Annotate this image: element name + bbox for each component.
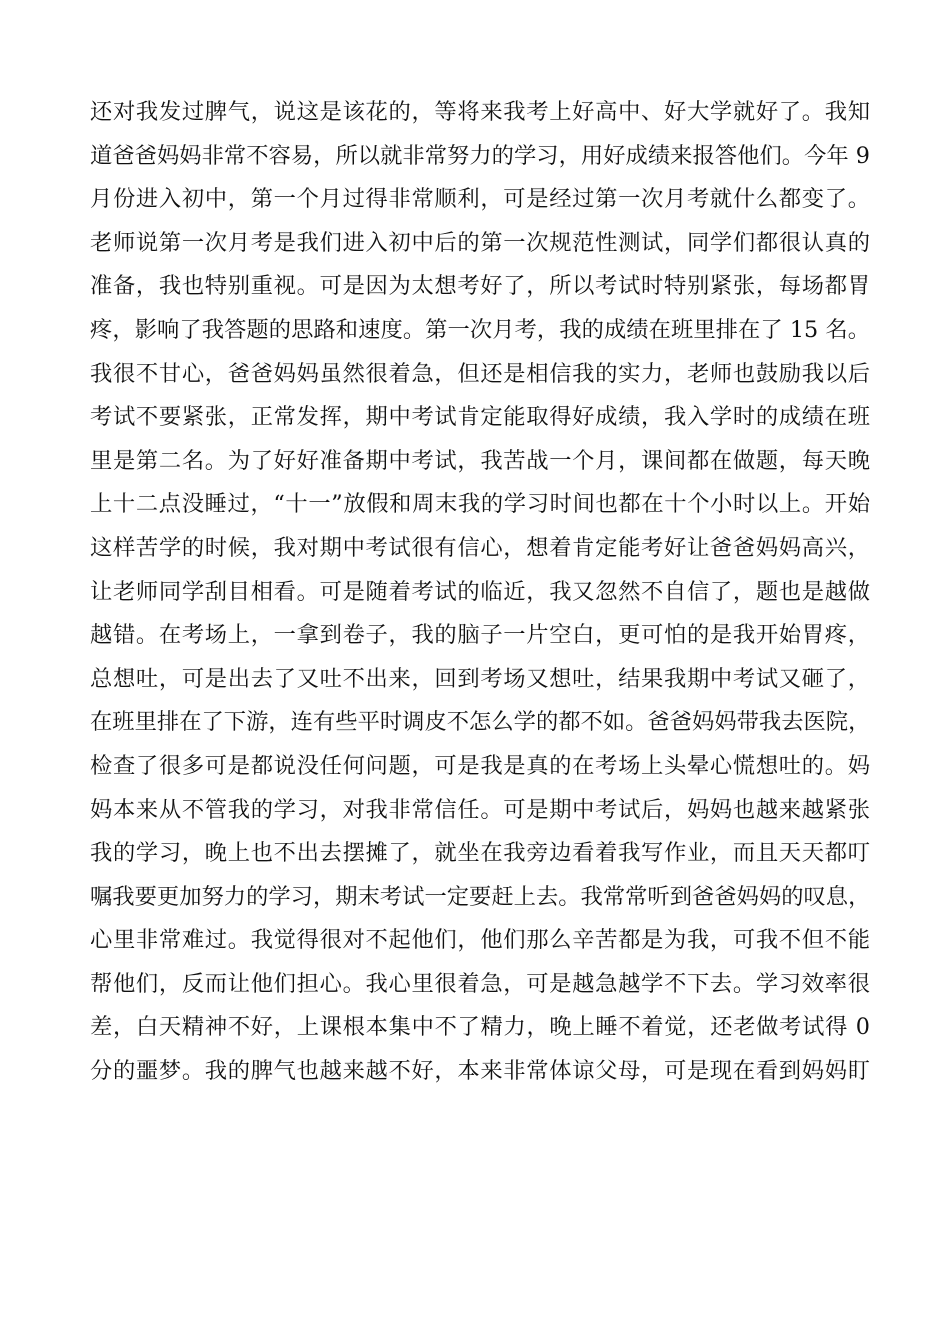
text-line: 检查了很多可是都说没任何问题，可是我是真的在考场上头晕心慌想吐的。妈	[90, 752, 870, 779]
text-line: 心里非常难过。我觉得很对不起他们，他们那么辛苦都是为我，可我不但不能	[90, 927, 870, 954]
text-line: 老师说第一次月考是我们进入初中后的第一次规范性测试，同学们都很认真的	[90, 229, 870, 256]
text-line: 准备，我也特别重视。可是因为太想考好了，所以考试时特别紧张，每场都胃	[90, 273, 870, 300]
text-line: 这样苦学的时候，我对期中考试很有信心，想着肯定能考好让爸爸妈妈高兴，	[90, 534, 870, 561]
text-line: 考试不要紧张，正常发挥，期中考试肯定能取得好成绩，我入学时的成绩在班	[90, 404, 870, 431]
text-line: 嘱我要更加努力的学习，期末考试一定要赶上去。我常常听到爸爸妈妈的叹息，	[90, 883, 871, 910]
body-text	[90, 91, 870, 1094]
text-line: 道爸爸妈妈非常不容易，所以就非常努力的学习，用好成绩来报答他们。今年 9	[90, 142, 870, 169]
text-line: 还对我发过脾气，说这是该花的，等将来我考上好高中、好大学就好了。我知	[90, 99, 870, 125]
text-line: 我的学习，晚上也不出去摆摊了，就坐在我旁边看着我写作业，而且天天都叮	[90, 840, 870, 867]
text-line: 分的噩梦。我的脾气也越来越不好，本来非常体谅父母，可是现在看到妈妈盯	[90, 1058, 870, 1085]
text-line: 让老师同学刮目相看。可是随着考试的临近，我又忽然不自信了，题也是越做	[90, 578, 870, 605]
text-line: 总想吐，可是出去了又吐不出来，回到考场又想吐，结果我期中考试又砸了，	[90, 665, 870, 692]
text-line: 疼，影响了我答题的思路和速度。第一次月考，我的成绩在班里排在了 15 名。	[90, 316, 870, 343]
text-line: 里是第二名。为了好好准备期中考试，我苦战一个月，课间都在做题，每天晚	[90, 447, 870, 474]
text-line: 帮他们，反而让他们担心。我心里很着急，可是越急越学不下去。学习效率很	[90, 970, 870, 997]
text-line: 差，白天精神不好，上课根本集中不了精力，晚上睡不着觉，还老做考试得 0	[90, 1014, 870, 1041]
text-line: 在班里排在了下游，连有些平时调皮不怎么学的都不如。爸爸妈妈带我去医院，	[90, 709, 871, 736]
text-line: 妈本来从不管我的学习，对我非常信任。可是期中考试后，妈妈也越来越紧张	[90, 796, 870, 823]
text-line: 越错。在考场上，一拿到卷子，我的脑子一片空白，更可怕的是我开始胃疼，	[90, 622, 870, 649]
text-line: 上十二点没睡过，“十一”放假和周末我的学习时间也都在十个小时以上。开始	[90, 491, 870, 518]
text-line: 月份进入初中，第一个月过得非常顺利，可是经过第一次月考就什么都变了。	[90, 186, 870, 213]
text-line: 我很不甘心，爸爸妈妈虽然很着急，但还是相信我的实力，老师也鼓励我以后	[90, 360, 870, 387]
